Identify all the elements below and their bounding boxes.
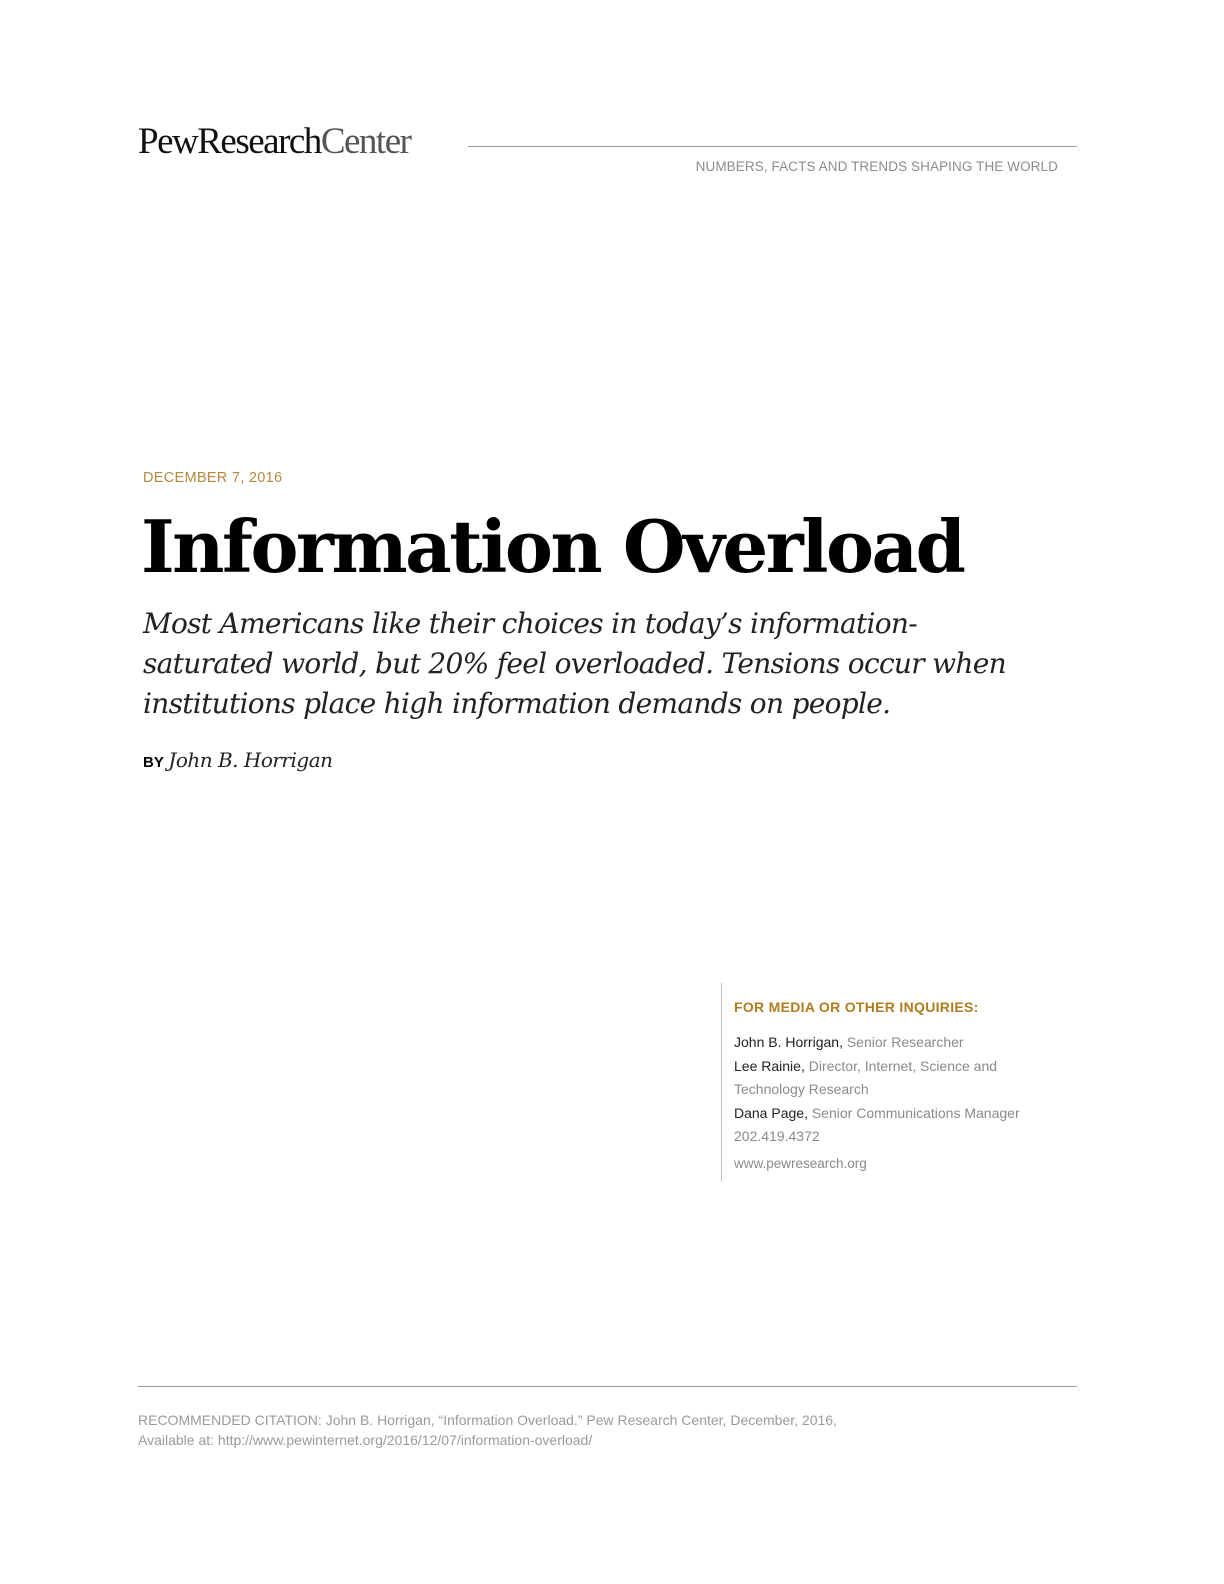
- contact-name: John B. Horrigan: [734, 1034, 840, 1050]
- byline-label: BY: [143, 754, 164, 771]
- media-inquiries-heading: FOR MEDIA OR OTHER INQUIRIES:: [734, 999, 979, 1015]
- contact-role: Senior Researcher: [846, 1034, 964, 1050]
- header-divider: [468, 146, 1077, 147]
- contact-name: Dana Page: [734, 1104, 805, 1121]
- pew-logo: [138, 120, 410, 164]
- contact-role: Director, Internet, Science and Technology Research: [734, 1057, 998, 1097]
- report-date: DECEMBER 7, 2016: [143, 470, 283, 486]
- website-link[interactable]: www.pewresearch.org: [734, 1156, 867, 1171]
- footer-divider: [138, 1386, 1077, 1387]
- recommended-citation: [138, 1410, 1078, 1450]
- contact-phone: 202.419.4372: [734, 1128, 820, 1144]
- contact-entry: Lee Rainie, Director, Internet, Science and Technology Research: [734, 1057, 998, 1097]
- contact-name: Lee Rainie: [734, 1057, 801, 1074]
- contact-entry: John B. Horrigan, Senior Researcher: [734, 1034, 964, 1050]
- contact-entry: Dana Page, Senior Communications Manager: [734, 1104, 1020, 1121]
- tagline: NUMBERS, FACTS AND TRENDS SHAPING THE WORLD: [695, 159, 1058, 174]
- report-title: Information Overload: [141, 504, 964, 589]
- contact-list: [734, 1031, 1054, 1149]
- citation-line: RECOMMENDED CITATION: John B. Horrigan, “Information Overload.” Pew Research Center, December, 2016,: [138, 1412, 837, 1428]
- contact-role: Senior Communications Manager: [811, 1104, 1020, 1121]
- byline: [143, 747, 333, 776]
- logo-text-light: Center: [320, 121, 411, 162]
- media-inquiries-box: [721, 983, 1062, 1181]
- logo-text-bold: PewResearch: [138, 121, 321, 162]
- byline-author: John B. Horrigan: [168, 748, 333, 772]
- citation-url-line[interactable]: Available at: http://www.pewinternet.org/2016/12/07/information-overload/: [138, 1432, 593, 1448]
- report-subtitle: Most Americans like their choices in today’s information-saturated world, but 20% feel overloaded. Tensions occur when institutions place high information demands on people.: [143, 607, 1006, 720]
